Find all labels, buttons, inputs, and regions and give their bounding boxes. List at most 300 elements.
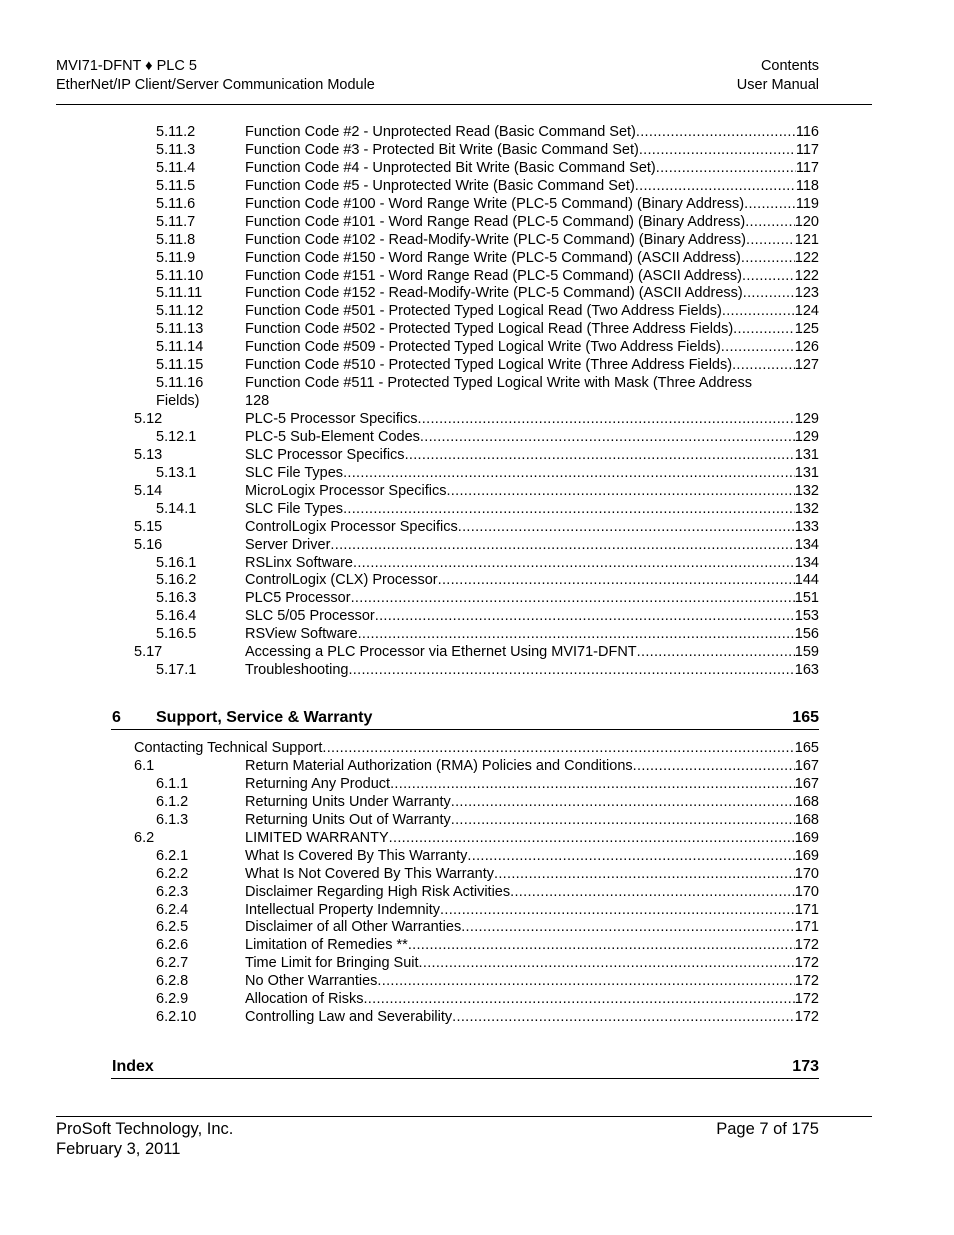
toc-entry[interactable] [0,196,954,214]
toc-entry-title: Function Code #102 - Read-Modify-Write (PLC-5 Command) (Binary Address) [245,231,746,248]
toc-leader [322,740,794,758]
toc-leader [343,501,795,519]
section-number: 6 [112,709,121,727]
toc-leader [420,429,795,447]
toc-entry-line [245,812,819,830]
toc-entry-line [245,848,819,866]
toc-entry[interactable] [0,285,954,303]
toc-entry-title: No Other Warranties [245,973,378,990]
toc-entry-line [245,429,819,447]
toc-group-5-11 [0,124,954,375]
toc-section-6[interactable] [0,707,954,729]
toc-leader [637,644,795,662]
toc-leader [467,848,794,866]
toc-entry-title: Disclaimer Regarding High Risk Activities [245,883,511,900]
section-title: Support, Service & Warranty [156,709,373,727]
toc-entry-line [245,411,819,429]
toc-leader [721,339,795,357]
toc-entry-line [245,955,819,973]
toc-leader [377,973,794,991]
toc-entry[interactable] [0,590,954,608]
toc-entry[interactable] [0,160,954,178]
toc-leader [451,812,795,830]
toc-entry[interactable] [0,848,954,866]
toc-entry-number: 5.11.11 [156,285,203,302]
toc-entry-page: 151 [794,590,819,607]
toc-entry-number: 6.2.6 [156,937,189,954]
toc-entry-line [245,866,819,884]
toc-entry-line [245,555,819,573]
toc-entry-number: 6.2.2 [156,865,189,882]
header-left [56,57,375,95]
toc-entry[interactable] [0,955,954,973]
toc-entry-title: SLC File Types [245,500,344,517]
footer-date: February 3, 2011 [56,1139,181,1158]
toc-entry-page: 123 [794,285,819,302]
table-of-contents [0,124,954,1079]
toc-entry-number: 5.11.9 [156,249,196,266]
toc-entry-number: 5.16.3 [156,590,197,607]
toc-entry-number: 5.16.1 [156,554,197,571]
toc-leader [743,285,795,303]
toc-entry-line [245,794,819,812]
toc-leader [417,411,794,429]
toc-leader [375,608,795,626]
toc-entry-title-continued: Fields) [156,393,200,410]
toc-entry-number: 5.11.3 [156,141,196,158]
toc-leader [742,268,795,286]
toc-entry-line [245,447,819,465]
toc-entry-title: What Is Not Covered By This Warranty [245,865,494,882]
toc-entry-title-wrap [245,375,819,393]
toc-entry-page: 127 [794,357,819,374]
toc-entry-page: 167 [794,758,819,775]
toc-entry-title: Function Code #509 - Protected Typed Logical Write (Two Address Fields) [245,339,721,356]
toc-entry-title: Accessing a PLC Processor via Ethernet Using MVI71-DFNT [245,644,637,661]
index-title: Index [112,1058,154,1076]
toc-entry-page: 134 [794,554,819,571]
toc-entry-line [245,662,819,680]
toc-leader [639,142,796,160]
toc-leader [510,884,795,902]
toc-entry-line [245,572,819,590]
toc-entry[interactable] [0,644,954,662]
toc-entry-number: 5.16 [134,536,163,553]
toc-leader [452,1009,795,1027]
toc-entry-line [245,626,819,644]
toc-entry-line [245,357,819,375]
toc-entry-number: 5.11.7 [156,213,196,230]
toc-entry-title: SLC Processor Specifics [245,446,405,463]
toc-entry-title: RSLinx Software [245,554,353,571]
toc-leader [741,250,795,268]
toc-entry[interactable] [0,991,954,1009]
header-module: EtherNet/IP Client/Server Communication Module [56,77,375,93]
toc-entry[interactable] [0,830,954,848]
toc-leader [440,902,795,920]
toc-entry-page: 132 [794,482,819,499]
toc-entry-line [245,830,819,848]
toc-entry-page: 122 [794,249,819,266]
header-doc-type: User Manual [736,77,819,93]
toc-entry-page: 172 [794,991,819,1008]
toc-entry[interactable] [0,555,954,573]
toc-entry[interactable] [0,232,954,250]
toc-leader [722,303,795,321]
toc-leader [635,178,796,196]
toc-leader [745,214,795,232]
toc-entry-title: Function Code #100 - Word Range Write (PLC-5 Command) (Binary Address) [245,195,745,212]
toc-entry-line [245,919,819,937]
header-section: Contents [760,58,819,74]
toc-entry-title: ControlLogix Processor Specifics [245,518,458,535]
toc-entry-number: 6.2 [134,829,155,846]
toc-entry[interactable] [0,214,954,232]
toc-entry-line [245,268,819,286]
toc-entry-number: 5.16.4 [156,608,197,625]
toc-entry[interactable] [0,411,954,429]
toc-entry-number: 6.2.5 [156,919,189,936]
toc-entry-title: Function Code #3 - Protected Bit Write (Basic Command Set) [245,141,639,158]
toc-entry-number: 5.11.16 [156,375,204,392]
toc-entry-title: Controlling Law and Severability [245,1009,453,1026]
toc-entry-page: 168 [794,793,819,810]
toc-entry[interactable] [0,519,954,537]
toc-entry-line [245,214,819,232]
toc-entry-number: 5.11.8 [156,231,196,248]
toc-entry-line [245,501,819,519]
toc-entry[interactable] [0,339,954,357]
toc-entry-page: 117 [795,159,819,176]
toc-entry-number: 6.2.10 [156,1009,197,1026]
toc-entry-number: 6.2.1 [156,847,189,864]
toc-entry-title: What Is Covered By This Warranty [245,847,468,864]
toc-entry[interactable] [0,250,954,268]
toc-entry-number: 6.2.3 [156,883,189,900]
toc-entry-line [134,740,819,758]
toc-entry-number: 6.1.3 [156,811,189,828]
toc-entry[interactable] [0,447,954,465]
toc-entry-line [245,590,819,608]
toc-entry-number: 5.11.15 [156,357,204,374]
toc-entry-number: 5.13 [134,446,163,463]
toc-entry[interactable] [0,321,954,339]
footer-page-number: Page 7 of 175 [716,1120,819,1138]
toc-entry-title: Returning Any Product [245,775,391,792]
toc-entry-page: 172 [794,973,819,990]
toc-entry-line [245,465,819,483]
toc-entry-number: 6.1.1 [156,775,189,792]
index-divider [111,1078,819,1079]
toc-entry-page: 172 [794,937,819,954]
toc-entry-line [245,1009,819,1027]
toc-entry-page: 117 [795,141,819,158]
toc-entry[interactable] [0,902,954,920]
toc-entry[interactable] [0,303,954,321]
header-product: MVI71-DFNT ♦ PLC 5 [56,58,197,74]
toc-entry-page: 129 [794,428,819,445]
toc-entry[interactable] [0,794,954,812]
toc-leader [656,160,796,178]
toc-entry-page: 132 [794,500,819,517]
toc-entry-number: 5.17.1 [156,662,197,679]
toc-leader [732,357,795,375]
toc-entry-page: 121 [794,231,819,248]
toc-entry[interactable] [0,973,954,991]
section-6-divider [111,729,819,730]
toc-entry-number: 5.14.1 [156,500,197,517]
toc-entry[interactable] [0,626,954,644]
toc-entry-title: Returning Units Out of Warranty [245,811,451,828]
toc-entry-page: 124 [794,303,819,320]
toc-entry-title: Function Code #502 - Protected Typed Logical Read (Three Address Fields) [245,321,734,338]
toc-entry-line [245,142,819,160]
toc-entry-title: PLC-5 Processor Specifics [245,411,418,428]
toc-leader [419,955,795,973]
toc-leader [636,124,796,142]
toc-entry-line [245,178,819,196]
toc-entry-number: 5.17 [134,644,163,661]
toc-entry[interactable] [0,268,954,286]
toc-entry[interactable] [0,357,954,375]
toc-entry-page: 144 [794,572,819,589]
toc-leader [633,758,795,776]
toc-entry-title: Function Code #150 - Word Range Write (PLC-5 Command) (ASCII Address) [245,249,741,266]
toc-leader [451,794,795,812]
toc-entry-page: 134 [794,536,819,553]
toc-entry-page: 171 [794,901,819,918]
toc-leader [343,465,795,483]
toc-entry-title: LIMITED WARRANTY [245,829,389,846]
toc-entry-page: 156 [794,626,819,643]
toc-entry-page: 129 [794,411,819,428]
toc-entry-line [245,758,819,776]
toc-leader [746,232,795,250]
footer-left [56,1120,233,1159]
toc-entry-number: 5.11.2 [156,124,196,140]
toc-leader [363,991,794,1009]
toc-entry-number: 5.11.13 [156,321,204,338]
toc-entry-title: Function Code #101 - Word Range Read (PLC-5 Command) (Binary Address) [245,213,746,230]
toc-entry-title: Time Limit for Bringing Suit [245,955,419,972]
toc-entry-number: 6.1 [134,758,155,775]
toc-entry-number: 5.16.2 [156,572,197,589]
toc-entry-title: Function Code #4 - Unprotected Bit Write (Basic Command Set) [245,159,656,176]
toc-entry-page: 131 [794,464,819,481]
toc-entry-line [245,250,819,268]
section-page: 165 [792,709,819,727]
toc-entry-number: 6.2.9 [156,991,189,1008]
toc-entry-title: Contacting Technical Support [134,740,323,757]
footer-company: ProSoft Technology, Inc. [56,1120,234,1138]
toc-entry-line [245,483,819,501]
toc-entry[interactable] [0,919,954,937]
toc-entry-number: 5.12.1 [156,428,197,445]
toc-entry-title: Troubleshooting [245,662,349,679]
toc-entry-title: RSView Software [245,626,358,643]
toc-entry-title: PLC5 Processor [245,590,351,607]
toc-entry-page: 118 [795,177,819,194]
toc-entry-number: 6.2.4 [156,901,189,918]
toc-entry-number: 5.11.5 [156,177,196,194]
toc-leader [358,626,795,644]
toc-entry-page: 116 [795,124,819,140]
toc-entry-number: 5.15 [134,518,163,535]
toc-leader [438,572,795,590]
toc-entry[interactable] [0,662,954,680]
toc-entry[interactable] [0,537,954,555]
toc-entry[interactable] [0,465,954,483]
toc-leader [405,447,795,465]
toc-entry-number: 5.16.5 [156,626,197,643]
toc-entry-page: 168 [794,811,819,828]
toc-leader [744,196,796,214]
toc-entry-line [245,991,819,1009]
toc-entry-title: PLC-5 Sub-Element Codes [245,428,420,445]
toc-leader [458,519,795,537]
toc-entry-page: 172 [794,1009,819,1026]
toc-entry-line [245,303,819,321]
toc-entry[interactable] [0,758,954,776]
toc-entry-page: 171 [794,919,819,936]
toc-entry-page: 172 [794,955,819,972]
toc-entry-contact[interactable] [0,740,954,758]
toc-entry-line [245,608,819,626]
toc-entry-title: Returning Units Under Warranty [245,793,451,810]
toc-entry[interactable] [0,884,954,902]
toc-entry-line [245,537,819,555]
toc-leader [390,776,795,794]
toc-entry-title: Intellectual Property Indemnity [245,901,441,918]
toc-entry-page: 170 [794,883,819,900]
toc-entry-line [245,902,819,920]
toc-entry-title: Function Code #510 - Protected Typed Logical Write (Three Address Fields) [245,357,733,374]
toc-entry-title: ControlLogix (CLX) Processor [245,572,438,589]
toc-entry[interactable] [0,429,954,447]
toc-entry-line [245,124,819,142]
toc-entry[interactable] [0,178,954,196]
toc-entry[interactable] [0,124,954,142]
toc-entry-page: 169 [794,847,819,864]
toc-entry[interactable] [0,483,954,501]
toc-entry-title: Allocation of Risks [245,991,364,1008]
toc-entry[interactable] [0,776,954,794]
toc-leader [446,483,794,501]
toc-entry-page: 165 [794,740,819,757]
toc-entry[interactable] [0,812,954,830]
toc-leader [733,321,795,339]
toc-entry-title: Limitation of Remedies ** [245,937,408,954]
toc-entry-page: 126 [794,339,819,356]
toc-entry[interactable] [0,501,954,519]
toc-entry-line [245,937,819,955]
toc-entry-title: Disclaimer of all Other Warranties [245,919,462,936]
toc-entry-number: 6.2.8 [156,973,189,990]
toc-entry[interactable] [0,1009,954,1027]
toc-entry-page: 163 [794,662,819,679]
toc-entry-number: 6.2.7 [156,955,189,972]
toc-entry-title: MicroLogix Processor Specifics [245,482,447,499]
toc-entry-title: Return Material Authorization (RMA) Policies and Conditions [245,758,633,775]
toc-entry[interactable] [0,937,954,955]
toc-leader [408,937,795,955]
toc-entry-number: 6.1.2 [156,793,189,810]
toc-entry-line [245,519,819,537]
toc-entry[interactable] [0,608,954,626]
toc-entry-wrapped[interactable] [0,375,954,411]
toc-entry-title: SLC File Types [245,464,344,481]
toc-entry-number: 5.11.6 [156,195,196,212]
toc-entry-title: Function Code #511 - Protected Typed Logical Write with Mask (Three Address [245,375,752,392]
toc-entry-line [245,160,819,178]
toc-entry-page: 169 [794,829,819,846]
toc-entry-line [245,973,819,991]
toc-group-5-12-to-5-17 [0,411,954,680]
toc-entry-title: Function Code #5 - Unprotected Write (Basic Command Set) [245,177,635,194]
toc-entry-number: 5.14 [134,482,163,499]
toc-entry-line [245,339,819,357]
header-divider [56,104,872,105]
toc-entry-line [245,285,819,303]
toc-entry[interactable] [0,866,954,884]
toc-entry-page: 122 [794,267,819,284]
toc-entry-page: 120 [794,213,819,230]
toc-leader [348,662,794,680]
toc-entry-page: 153 [794,608,819,625]
toc-entry-line [245,776,819,794]
toc-entry-title: Function Code #151 - Word Range Read (PLC-5 Command) (ASCII Address) [245,267,742,284]
toc-entry-page: 125 [794,321,819,338]
toc-entry-title: Function Code #2 - Unprotected Read (Basic Command Set) [245,124,636,140]
toc-leader [351,590,795,608]
toc-entry-page: 128 [245,393,270,410]
toc-entry[interactable] [0,142,954,160]
toc-entry-line [245,196,819,214]
toc-group-6 [0,758,954,1027]
toc-index[interactable] [0,1056,954,1078]
toc-entry-title: SLC 5/05 Processor [245,608,375,625]
toc-entry-line [245,884,819,902]
toc-entry-number: 5.11.12 [156,303,204,320]
toc-leader [389,830,795,848]
toc-entry-line [245,644,819,662]
toc-entry-page: 133 [794,518,819,535]
toc-entry-line [245,232,819,250]
toc-leader [461,919,795,937]
toc-entry-number: 5.11.10 [156,267,204,284]
toc-entry-number: 5.11.14 [156,339,204,356]
toc-leader [330,537,794,555]
toc-entry-title: Function Code #501 - Protected Typed Logical Read (Two Address Fields) [245,303,722,320]
toc-entry-page: 131 [794,446,819,463]
toc-entry-page: 167 [794,775,819,792]
toc-entry-number: 5.11.4 [156,159,196,176]
toc-leader [353,555,795,573]
toc-leader [494,866,795,884]
toc-entry-page: 170 [794,865,819,882]
toc-entry-title: Server Driver [245,536,331,553]
index-page: 173 [792,1058,819,1076]
header-right [737,57,819,95]
toc-entry[interactable] [0,572,954,590]
toc-entry-page: 119 [795,195,819,212]
toc-entry-number: 5.13.1 [156,464,197,481]
toc-entry-title: Function Code #152 - Read-Modify-Write (PLC-5 Command) (ASCII Address) [245,285,743,302]
toc-entry-page: 159 [794,644,819,661]
footer-divider [56,1116,872,1117]
toc-entry-line [245,321,819,339]
toc-entry-number: 5.12 [134,411,163,428]
